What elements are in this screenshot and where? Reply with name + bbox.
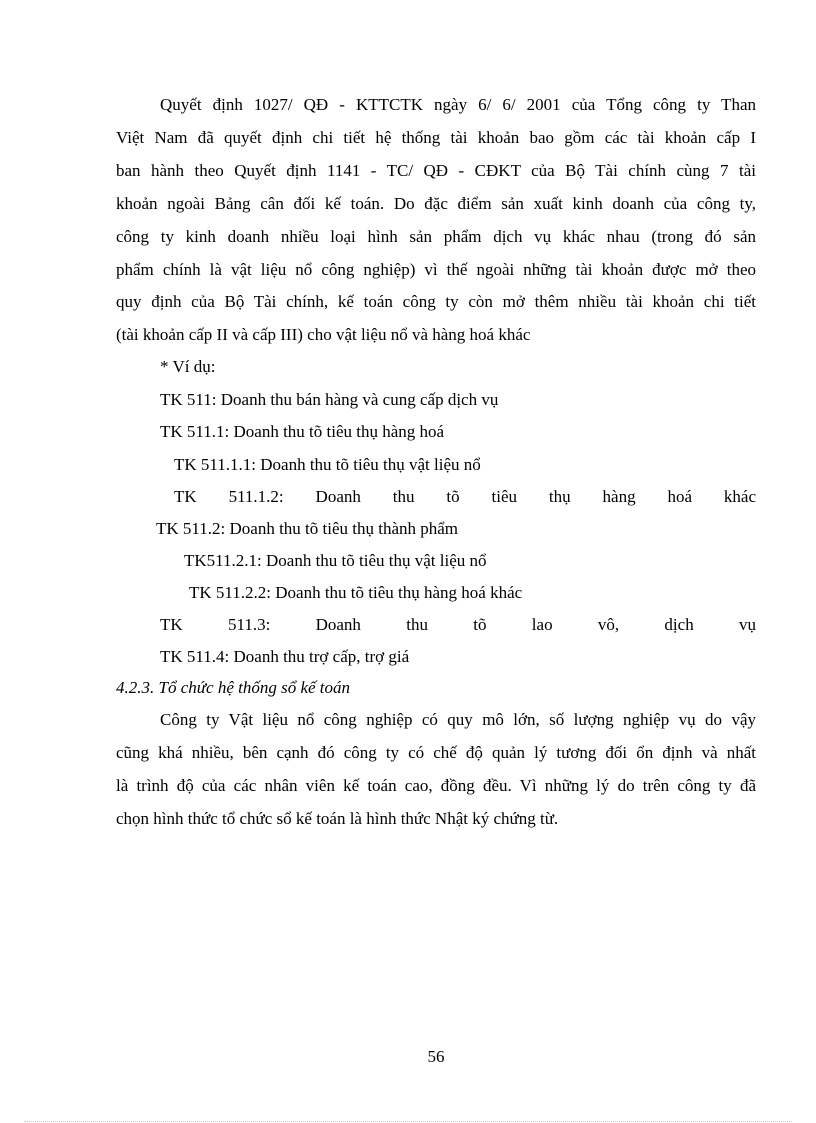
account-tk5113-word: thu <box>406 615 428 634</box>
account-tk51111: TK 511.1.1: Doanh thu tõ tiêu thụ vật liệu nổ <box>174 455 481 474</box>
account-tk51122: TK 511.2.2: Doanh thu tõ tiêu thụ hàng hoá khác <box>189 583 523 602</box>
page-bottom-divider <box>24 1121 792 1122</box>
account-tk51112-word: hoá <box>667 487 693 506</box>
account-tk51112-word: tõ <box>446 487 460 506</box>
account-tk5113-word: dịch <box>664 615 694 634</box>
account-tk5113-word: 511.3: <box>227 615 271 634</box>
account-tk51112-word: thu <box>392 487 415 506</box>
paragraph1-line-3: ban hành theo Quyết định 1141 - TC/ QĐ - CĐKT của Bộ Tài chính cùng 7 tài <box>116 161 756 180</box>
paragraph1-line-4: khoản ngoài Bảng cân đối kế toán. Do đặc điểm sản xuất kinh doanh của công ty, <box>116 194 756 213</box>
account-tk5113-word: tõ <box>473 615 487 634</box>
account-tk51112-word: TK <box>174 487 197 506</box>
account-tk51112-word: thụ <box>548 487 571 506</box>
account-tk5112: TK 511.2: Doanh thu tõ tiêu thụ thành phẩm <box>156 519 459 538</box>
account-tk51112-word: Doanh <box>315 487 361 506</box>
paragraph2-line-4: chọn hình thức tổ chức sổ kế toán là hình thức Nhật ký chứng từ. <box>116 809 559 828</box>
account-tk51112 <box>174 486 756 508</box>
paragraph1-line-7: quy định của Bộ Tài chính, kế toán công ty còn mở thêm nhiều tài khoản chi tiết <box>116 292 756 311</box>
account-tk511: TK 511: Doanh thu bán hàng và cung cấp dịch vụ <box>160 390 499 409</box>
paragraph1-line-8: (tài khoản cấp II và cấp III) cho vật liệu nổ và hàng hoá khác <box>116 325 531 344</box>
paragraph2-line-2: cũng khá nhiều, bên cạnh đó công ty có chế độ quản lý tương đối ổn định và nhất <box>116 743 756 762</box>
account-tk5113 <box>160 614 756 636</box>
page-number: 56 <box>427 1047 445 1066</box>
account-tk51112-word: hàng <box>602 487 636 506</box>
paragraph1-line-6: phẩm chính là vật liệu nổ công nghiệp) vì thế ngoài những tài khoản được mở theo <box>116 260 756 279</box>
account-tk51121: TK511.2.1: Doanh thu tõ tiêu thụ vật liệu nổ <box>184 551 487 570</box>
account-tk51112-word: khác <box>723 487 756 506</box>
account-tk5113-word: TK <box>160 615 183 634</box>
account-tk51112-word: tiêu <box>491 487 518 506</box>
paragraph1-line-2: Việt Nam đã quyết định chi tiết hệ thống tài khoản bao gồm các tài khoản cấp I <box>116 128 756 147</box>
account-tk5113-word: vụ <box>739 615 756 634</box>
paragraph2-line-3: là trình độ của các nhân viên kế toán cao, đồng đều. Vì những lý do trên công ty đã <box>116 776 756 795</box>
account-tk5111: TK 511.1: Doanh thu tõ tiêu thụ hàng hoá <box>160 422 445 441</box>
section-heading: 4.2.3. Tổ chức hệ thống sổ kế toán <box>116 678 351 697</box>
paragraph1-line-5: công ty kinh doanh nhiều loại hình sản phẩm dịch vụ khác nhau (trong đó sản <box>116 227 756 246</box>
account-tk5113-word: vô, <box>597 615 620 634</box>
account-tk5113-word: lao <box>531 615 553 634</box>
account-tk5113-word: Doanh <box>315 615 361 634</box>
paragraph1-line-1: Quyết định 1027/ QĐ - KTTCTK ngày 6/ 6/ 2001 của Tổng công ty Than <box>160 95 756 114</box>
paragraph2-line-1: Công ty Vật liệu nổ công nghiệp có quy mô lớn, số lượng nghiệp vụ do vậy <box>160 710 756 729</box>
example-label: * Ví dụ: <box>160 357 216 376</box>
account-tk5114: TK 511.4: Doanh thu trợ cấp, trợ giá <box>160 647 410 666</box>
account-tk51112-word: 511.1.2: <box>228 487 284 506</box>
